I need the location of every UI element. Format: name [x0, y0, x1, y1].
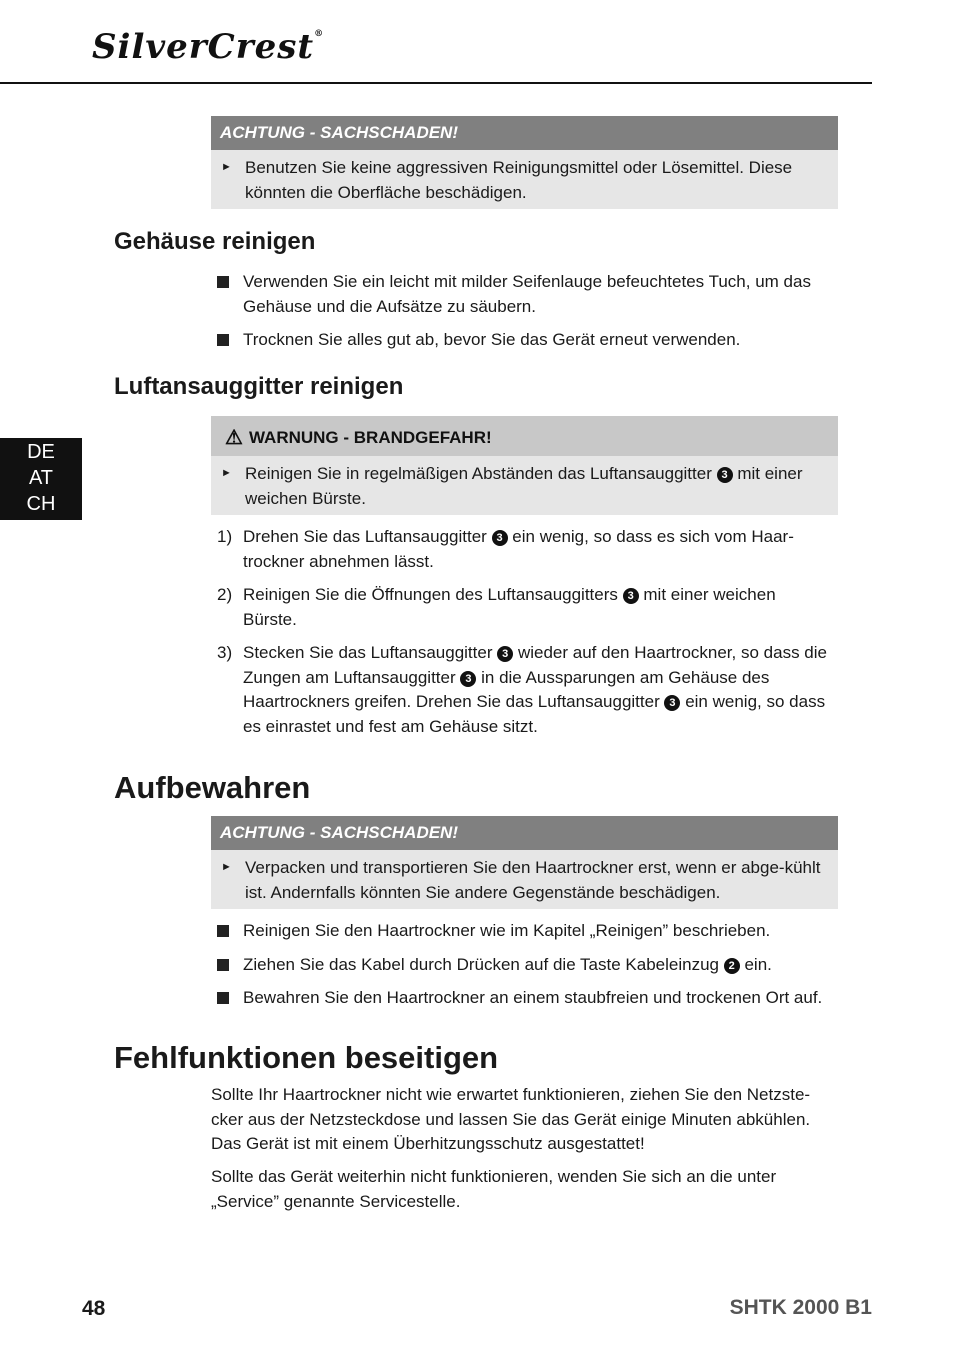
- list-item-text: ein.: [744, 954, 772, 974]
- bullet-square-icon: [217, 992, 229, 1004]
- page-number: 48: [82, 1297, 106, 1320]
- heading-aufbewahren: Aufbewahren: [114, 770, 311, 805]
- step-number: 1): [217, 527, 233, 546]
- step-item: [217, 583, 827, 632]
- warning-triangle-icon: ⚠: [225, 427, 243, 449]
- ref-number-badge: 3: [664, 695, 680, 711]
- lang-ch: CH: [26, 493, 56, 515]
- list-item-text: Ziehen Sie das Kabel durch Drücken auf die Taste Kabeleinzug: [243, 954, 719, 974]
- caution-text: Benutzen Sie keine aggressiven Reinigungsmittel oder Lösemittel. Diese könnten die Oberfläche beschädigen.: [245, 158, 793, 202]
- heading-fehlfunktionen: Fehlfunktionen beseitigen: [114, 1040, 499, 1075]
- language-tab: [0, 438, 82, 520]
- step-item: [217, 641, 827, 739]
- step-text: Stecken Sie das Luftansauggitter: [243, 643, 493, 662]
- step-text: Reinigen Sie die Öffnungen des Luftansauggitters: [243, 585, 618, 604]
- warning-box-fire: [211, 416, 838, 515]
- list-item-text: Verwenden Sie ein leicht mit milder Seifenlauge befeuchtetes Tuch, um das Gehäuse und die Aufsätze zu säubern.: [243, 272, 811, 316]
- step-text: ein wenig, so dass es einrastet und fest am Gehäuse sitzt.: [243, 692, 826, 736]
- list-item-text: Reinigen Sie den Haartrockner wie im Kapitel „Reinigen” beschrieben.: [243, 921, 771, 940]
- lang-at: AT: [28, 467, 54, 489]
- steps-list: [217, 525, 827, 748]
- list-item: [217, 986, 847, 1011]
- ref-number-badge: 2: [724, 958, 740, 974]
- step-text: ein wenig, so dass es sich vom Haar-trockner abnehmen lässt.: [243, 527, 794, 571]
- arrow-icon: ►: [221, 861, 232, 873]
- header-rule: [0, 82, 872, 84]
- step-number: 2): [217, 585, 233, 604]
- warning-title: WARNUNG - BRANDGEFAHR!: [248, 428, 492, 447]
- step-number: 3): [217, 643, 233, 662]
- ref-number-badge: 3: [717, 467, 733, 483]
- arrow-icon: ►: [221, 161, 232, 173]
- brand-name: SilverCrest: [92, 27, 315, 67]
- step-item: [217, 525, 827, 574]
- caution-title: ACHTUNG - SACHSCHADEN!: [211, 116, 838, 150]
- ref-number-badge: 3: [460, 671, 476, 687]
- list-item-text: Bewahren Sie den Haartrockner an einem staubfreien und trockenen Ort auf.: [243, 988, 823, 1007]
- step-text: mit einer weichen Bürste.: [243, 585, 776, 629]
- caution-body: [211, 850, 838, 909]
- bullet-square-icon: [217, 334, 229, 346]
- caution-text: Verpacken und transportieren Sie den Haartrockner erst, wenn er abge-kühlt ist. Andernfalls könnten Sie andere Gegenstände beschädigen.: [245, 858, 821, 902]
- warning-text-end: mit einer weichen Bürste.: [245, 464, 803, 508]
- list-item: [217, 953, 847, 978]
- caution-title: ACHTUNG - SACHSCHADEN!: [211, 816, 838, 850]
- paragraph-troubleshoot-2: Sollte das Gerät weiterhin nicht funktionieren, wenden Sie sich an die unter „Service” genannte Servicestelle.: [211, 1167, 777, 1211]
- bullet-square-icon: [217, 276, 229, 288]
- step-text: in die Aussparungen am Gehäuse des Haartrockners greifen. Drehen Sie das Luftansauggitter: [243, 667, 770, 711]
- list-item-text: Trocknen Sie alles gut ab, bevor Sie das Gerät erneut verwenden.: [243, 330, 741, 349]
- list-gehaeuse: [217, 270, 847, 362]
- ref-number-badge: 3: [623, 588, 639, 604]
- arrow-icon: ►: [221, 467, 232, 479]
- list-item: [217, 919, 847, 944]
- registered-mark: ®: [314, 29, 325, 39]
- bullet-square-icon: [217, 959, 229, 971]
- heading-luftansauggitter: Luftansauggitter reinigen: [114, 373, 404, 400]
- step-text: Drehen Sie das Luftansauggitter: [243, 527, 487, 546]
- paragraph-troubleshoot-1: Sollte Ihr Haartrockner nicht wie erwartet funktionieren, ziehen Sie den Netzste-cker aus der Netzsteckdose und lassen Sie das Gerät einige Minuten abkühlen. Das Gerät ist mit einem Überhitzungsschutz ausgestattet!: [211, 1085, 811, 1153]
- ref-number-badge: 3: [492, 530, 508, 546]
- ref-number-badge: 3: [497, 646, 513, 662]
- warning-text: Reinigen Sie in regelmäßigen Abständen das Luftansauggitter: [245, 464, 712, 483]
- step-text: wieder auf den Haartrockner, so dass die Zungen am Luftansauggitter: [243, 643, 827, 687]
- list-item: [217, 270, 847, 319]
- warning-title-bar: [211, 416, 838, 456]
- lang-de: DE: [27, 441, 55, 463]
- heading-gehaeuse: Gehäuse reinigen: [114, 228, 316, 255]
- caution-box-cleaning: [211, 116, 838, 209]
- list-item: [217, 328, 847, 353]
- warning-body: [211, 456, 838, 515]
- caution-body: [211, 150, 838, 209]
- list-aufbewahren: [217, 919, 847, 1020]
- bullet-square-icon: [217, 925, 229, 937]
- brand-logo: [92, 27, 325, 67]
- model-number: SHTK 2000 B1: [729, 1296, 872, 1319]
- caution-box-storage: [211, 816, 838, 909]
